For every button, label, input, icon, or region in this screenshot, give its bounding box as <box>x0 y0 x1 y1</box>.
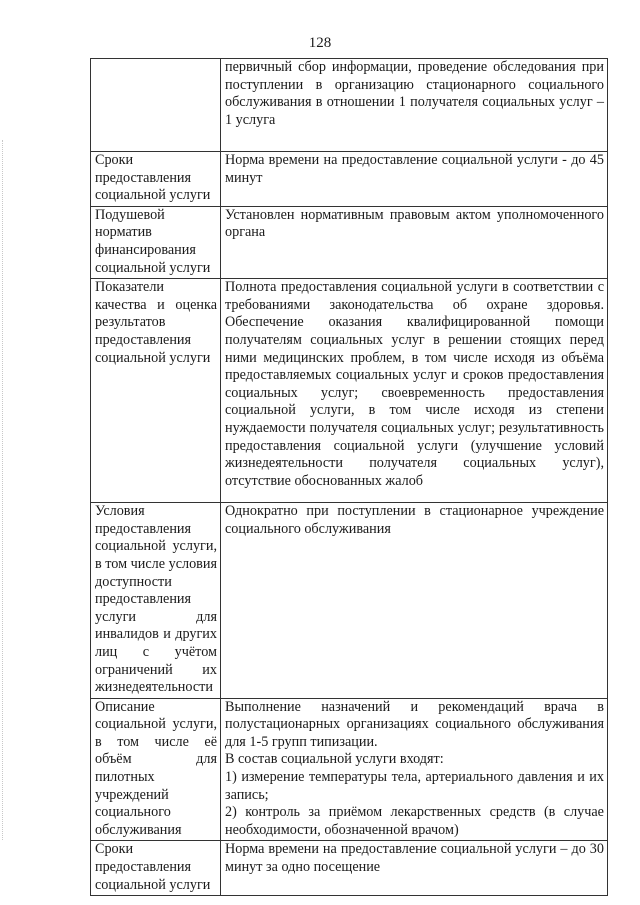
row-label: Сроки предоставления социальной услуги <box>91 841 221 896</box>
page-number: 128 <box>308 35 332 51</box>
service-table <box>90 58 608 896</box>
table-row <box>91 206 608 278</box>
row-label <box>91 59 221 152</box>
table-row <box>91 59 608 152</box>
row-label: Подушевой норматив финансирования социальной услуги <box>91 206 221 278</box>
table-row <box>91 152 608 207</box>
row-value: Установлен нормативным правовым актом уполномоченного органа <box>221 206 608 278</box>
row-label: Показатели качества и оценка результатов предоставления социальной услуги <box>91 279 221 503</box>
row-label: Условия предоставления социальной услуги, в том числе условия доступности предоставления услуги для инвалидов и других лиц с учётом ограничений их жизнедеятельности <box>91 503 221 699</box>
scan-margin-dots <box>2 140 7 840</box>
table-row <box>91 503 608 699</box>
row-value: Однократно при поступлении в стационарное учреждение социального обслуживания <box>221 503 608 699</box>
table-row <box>91 279 608 503</box>
row-value: Полнота предоставления социальной услуги в соответствии с требованиями законодательства об охране здоровья. Обеспечение оказания квалифицированной помощи получателям социальных услуг в решении стоящих перед ними медицинских проблем, в том числе исходя из объёма предоставляемых социальных услуг и сроков предоставления социальных услуг; своевременность предоставления социальной услуги, в том числе исходя из степени нуждаемости получателя социальных услуг; результативность предоставления социальной услуги (улучшение условий жизнедеятельности получателя социальных услуг), отсутствие обоснованных жалоб <box>221 279 608 503</box>
row-value: Норма времени на предоставление социальной услуги - до 45 минут <box>221 152 608 207</box>
row-value: Норма времени на предоставление социальной услуги – до 30 минут за одно посещение <box>221 841 608 896</box>
row-value <box>221 698 608 841</box>
row-label: Сроки предоставления социальной услуги <box>91 152 221 207</box>
row-label: Описание социальной услуги, в том числе её объём для пилотных учреждений социального обслуживания <box>91 698 221 841</box>
description-line: 2) контроль за приёмом лекарственных средств (в случае необходимости, обозначенной врачом) <box>225 804 604 838</box>
description-line: 1) измерение температуры тела, артериального давления и их запись; <box>225 769 604 803</box>
description-line: В состав социальной услуги входят: <box>225 751 444 768</box>
table-row <box>91 841 608 896</box>
table-row <box>91 698 608 841</box>
row-value: первичный сбор информации, проведение обследования при поступлении в организацию стационарного социального обслуживания в отношении 1 получателя социальных услуг – 1 услуга <box>221 59 608 152</box>
description-line: Выполнение назначений и рекомендаций врача в полустационарных организациях социального обслуживания для 1-5 групп типизации. <box>225 698 604 750</box>
